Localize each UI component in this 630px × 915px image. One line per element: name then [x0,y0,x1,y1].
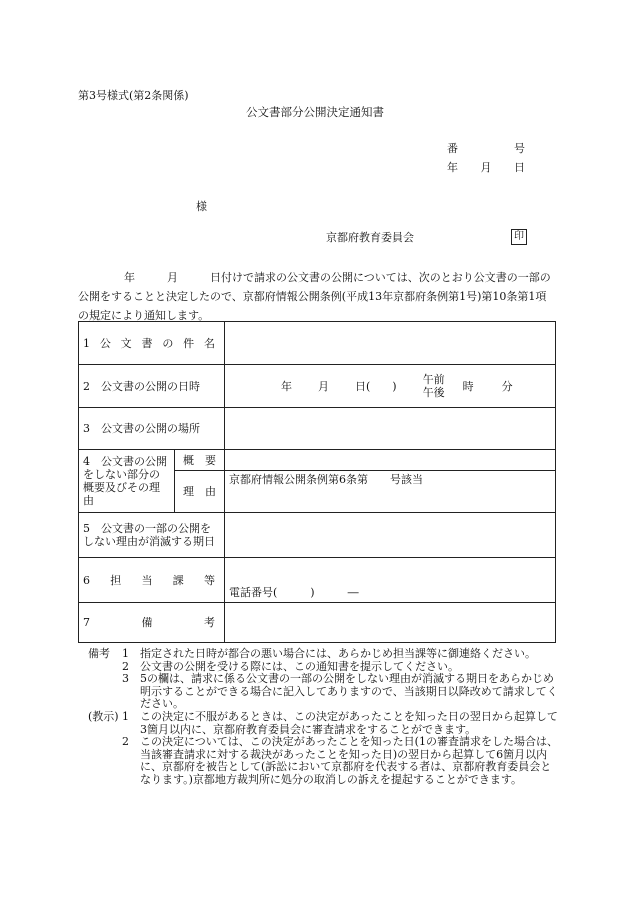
label-char: 件 [183,336,195,350]
label-char: の [162,336,174,350]
bikou-list [88,648,558,711]
year-label: 年 [447,161,458,174]
note-text: 指定された日時が都合の悪い場合には、あらかじめ担当課等に御連絡ください。 [140,647,536,660]
note-number: 1 [122,647,129,660]
note-heading: (教示) [88,709,119,723]
table-row [79,322,556,365]
dt-year: 年 [281,379,292,393]
row3-label: 3 公文書の公開の場所 [79,408,225,450]
row4-label: 4 公文書の公開をしない部分の概要及びその理由 [79,450,175,513]
dt-hour: 時 [462,379,474,393]
label-char: 課 [172,573,184,587]
note-heading [88,673,122,711]
row5-label: 5 公文書の一部の公開をしない理由が消滅する期日 [79,513,225,558]
row4-sub-summary: 概 要 [175,450,225,471]
list-item [88,736,558,786]
row6-label [79,558,225,603]
row2-label: 2 公文書の公開の日時 [79,365,225,408]
day-label: 日 [514,161,525,174]
note-heading [88,736,122,786]
note-number: 2 [122,735,129,749]
note-text: 公文書の公開を受ける際には、この通知書を提示してください。 [140,659,459,673]
seal-stamp: 印 [511,229,527,245]
pm-label: 午後 [422,386,445,399]
table-row [79,365,556,408]
notice-table [78,321,556,643]
table-row [79,513,556,558]
table-row [79,558,556,603]
label-char: 担 [110,573,122,587]
row6-phone: 電話番号( ) ― [225,558,556,603]
note-number: 1 [122,709,129,723]
para-year: 年 [124,271,135,284]
label-char: 等 [204,573,215,587]
label-char: 備 [141,616,153,629]
ban-label: 番 [447,142,458,155]
table-row [79,603,556,643]
label-char: 公 [99,336,111,350]
label-char: 文 [120,336,132,350]
row4-summary-value [225,450,556,471]
issuer-name: 京都府教育委員会 [326,231,414,244]
notice-paragraph [78,268,556,325]
row1-value [225,322,556,365]
note-heading [88,661,122,674]
table-row [79,450,556,471]
row7-value [225,603,556,643]
label-char: 当 [141,573,153,587]
notes-section [88,648,558,787]
dt-day: 日( ) [355,379,397,393]
note-number: 3 [122,672,129,686]
am-label: 午前 [422,373,445,386]
row4-sub-reason: 理 由 [175,471,225,513]
kyouji-list [88,711,558,787]
addressee-honorific: 様 [196,200,207,213]
para-text: 日付けで請求の公文書の公開については、次のとおり公文書の一部の公開をすることと決定したので、京都府情報公開条例(平成13年京都府条例第1号)第10条第1項の規定により通知します。 [78,271,551,322]
label-char: 名 [203,336,215,350]
go-label: 号 [514,142,525,155]
note-text: この決定に不服があるときは、この決定があったことを知った日の翌日から起算して3箇月以内に、京都府教育委員会に審査請求をすることができます。 [140,709,558,736]
row2-value [225,365,556,408]
para-month: 月 [167,271,178,284]
dt-month: 月 [318,379,329,393]
row7-label [79,603,225,643]
label-char: 考 [204,616,215,629]
dt-minute: 分 [501,379,513,393]
label-char: 書 [141,336,153,350]
document-date-line [447,161,525,175]
note-text: 5の欄は、請求に係る公文書の一部の公開をしない理由が消滅する期日をあらかじめ明示することができる場合に記入してありますので、当該期日以降改めて請求してください。 [140,672,558,711]
label-char: 1 [83,336,90,350]
row3-value [225,408,556,450]
document-number-line [447,142,525,156]
list-item [88,648,558,661]
month-label: 月 [480,161,492,174]
row1-label [79,322,225,365]
document-title: 公文書部分公開決定通知書 [246,105,384,119]
row5-value [225,513,556,558]
table-row [79,408,556,450]
row4-reason-value: 京都府情報公開条例第6条第 号該当 [225,471,556,513]
list-item [88,673,558,711]
am-pm [423,373,445,399]
note-number: 2 [122,659,129,673]
note-text: この決定については、この決定があったことを知った日(1の審査請求をした場合は、当該審査請求に対する裁決があったことを知った日)の翌日から起算して6箇月以内に、京都府を被告として(訴訟において京都府を代表する者は、京都府教育委員会となります。)京都地方裁判所に処分の取消しの訴えを提起することができます。 [140,735,558,786]
list-item [88,711,558,736]
label-char: 6 [83,573,90,587]
form-number: 第3号様式(第2条関係) [78,89,189,102]
note-heading: 備考 [88,647,110,660]
label-char: 7 [83,616,90,629]
